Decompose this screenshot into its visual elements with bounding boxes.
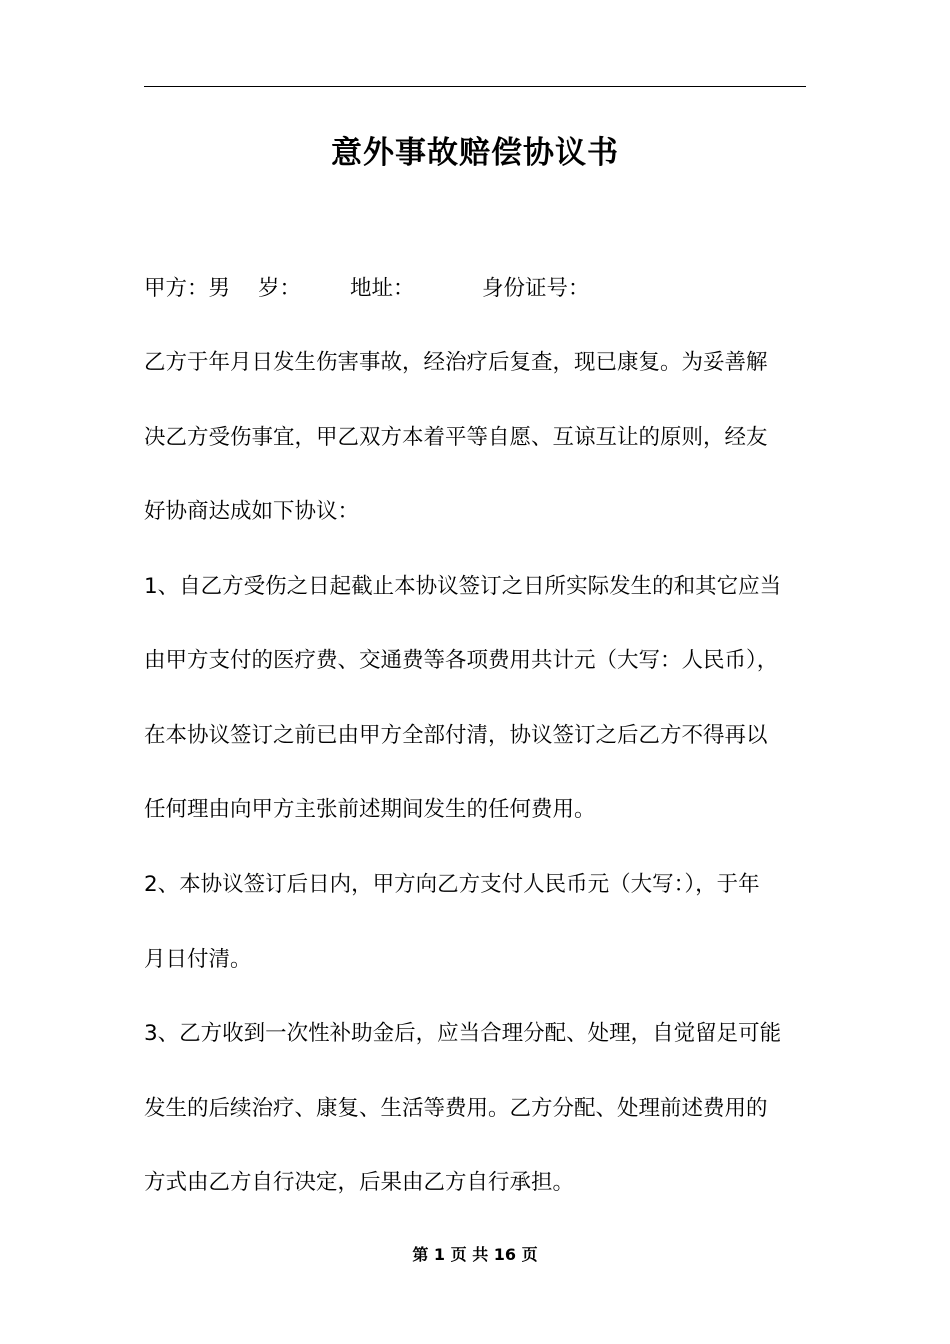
body-line: 好协商达成如下协议：: [144, 499, 360, 524]
body-line: 乙方于年月日发生伤害事故，经治疗后复查，现已康复。为妥善解: [144, 350, 768, 375]
clause-3-line: 3、乙方收到一次性补助金后，应当合理分配、处理，自觉留足可能: [144, 1021, 782, 1046]
header-rule: [144, 86, 806, 87]
clause-1-line: 1、自乙方受伤之日起截止本协议签订之日所实际发生的和其它应当: [144, 574, 782, 599]
clause-1-line: 由甲方支付的医疗费、交通费等各项费用共计元（大写：人民币），: [144, 648, 779, 673]
clause-1-line: 任何理由向甲方主张前述期间发生的任何费用。: [144, 797, 596, 822]
party-a-id-label: 身份证号：: [482, 276, 590, 301]
clause-3-line: 方式由乙方自行决定，后果由乙方自行承担。: [144, 1170, 575, 1195]
document-title: 意外事故赔偿协议书: [331, 135, 619, 171]
party-a-age-label: 岁：: [258, 276, 302, 301]
clause-1-line: 在本协议签订之前已由甲方全部付清，协议签订之后乙方不得再以: [144, 723, 768, 748]
body-line: 决乙方受伤事宜，甲乙双方本着平等自愿、互谅互让的原则，经友: [144, 425, 768, 450]
page-footer: 第 1 页 共 16 页: [412, 1245, 538, 1264]
clause-3-line: 发生的后续治疗、康复、生活等费用。乙方分配、处理前述费用的: [144, 1096, 768, 1121]
party-a-label: 甲方：男: [144, 276, 231, 301]
clause-2-line: 月日付清。: [144, 947, 252, 972]
party-a-address-label: 地址：: [350, 276, 415, 301]
clause-2-line: 2、本协议签订后日内，甲方向乙方支付人民币元（大写：），于年: [144, 872, 760, 897]
